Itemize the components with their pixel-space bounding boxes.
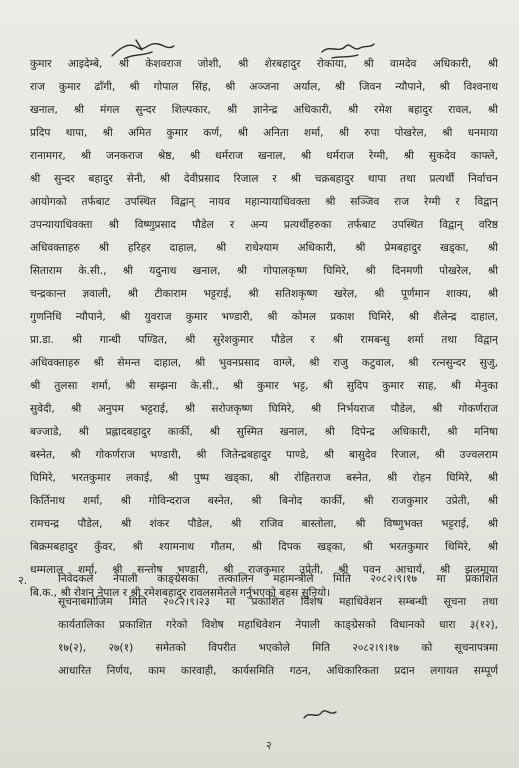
text-line: खनाल, श्री मंगल सुन्दर शिल्पकार, श्री ज्ञानेन्द्र अधिकारी, श्री रमेश बहादुर रावल, श्री xyxy=(30,104,498,116)
text-line: बि.क., श्री रोशन नेपाल र श्री रमेशबहादुर रावलसमेतले गर्नुभएको बहस सुनियो। xyxy=(30,587,331,599)
text-line: प्रा.डा. श्री गान्धी पण्डित, श्री सुरेशकुमार पौडेल र श्री रामबन्धु शर्मा तथा विद्वान् xyxy=(30,334,498,346)
text-line: किर्तिनाथ शर्मा, श्री गोविन्दराज बस्नेत, श्री बिनोद कार्की, श्री राजकुमार उप्रेती, श्री xyxy=(30,495,498,507)
text-line: बस्नेत, श्री गोकर्णराज भण्डारी, श्री जितेन्द्रबहादुर पाण्डे, श्री बासुदेव रिजाल, श्री उज्वलराम xyxy=(30,449,498,461)
text-line: राज कुमार ढाँगी, श्री गोपाल सिंह, श्री अञ्जना अर्याल, श्री जिवन न्यौपाने, श्री विश्वनाथ xyxy=(30,81,498,93)
text-line: श्री सुन्दर बहादुर सेनी, श्री देवीप्रसाद रिजाल र श्री चक्रबहादुर थापा तथा प्रत्यर्थी निर्वाचन xyxy=(30,173,498,185)
text-line: कुमार आइदेम्बे, श्री केशवराज जोशी, श्री शेरबहादुर रोकाया, श्री वामदेव अधिकारी, श्री xyxy=(30,58,498,70)
text-line: १७(२), २७(१) समेतको विपरीत भएकोले मिति २०८२।९।१७ को सूचनापत्रमा xyxy=(58,642,498,654)
text-line: गुणनिधि न्यौपाने, श्री युवराज कुमार भण्डारी, श्री कोमल प्रकाश घिमिरे, श्री शैलेन्द्र दाहाल, xyxy=(30,311,498,323)
text-line: अधिवक्ताहरु श्री हरिहर दाहाल, श्री राधेश्याम अधिकारी, श्री प्रेमबहादुर खड्का, श्री xyxy=(30,242,498,254)
text-line: बिक्रमबहादुर कुँवर, श्री श्यामनाथ गौतम, श्री दिपक खड्का, श्री भरतकुमार थिमिरे, श्री xyxy=(30,541,498,553)
text-line: सूचनाबमोजिम मिति २०८२।९।२३ मा प्रकाशित विशेष महाधिवेशन सम्बन्धी सूचना तथा xyxy=(58,596,498,608)
text-line: सुवेदी, श्री अनुपम भट्टराई, श्री सरोजकृष्ण घिमिरे, श्री निर्भयराज पौडेल, श्री गोकर्णराज xyxy=(30,403,498,415)
text-line: श्री तुलसा शर्मा, श्री सम्झना के.सी., श्री कुमार भट्ट, श्री सुदिप कुमार साह, श्री मेनुका xyxy=(30,380,498,392)
text-line: अधिवक्ताहरु श्री सेमन्त दाहाल, श्री भुवनप्रसाद वाग्ले, श्री राजु कटुवाल, श्री रत्नसुन्दर सुजु, xyxy=(30,357,498,369)
page-number: २ xyxy=(266,739,272,752)
text-line: प्रदिप थापा, श्री अमित कुमार कर्ण, श्री अनिता शर्मा, श्री रुपा पोखरेल, श्री धनमाया xyxy=(30,127,498,139)
text-line: बज्जाडे, श्री प्रह्लादबहादुर कार्की, श्री सुस्मित खनाल, श्री दिपेन्द्र अधिकारी, श्री मनिषा xyxy=(30,426,498,438)
signature-mark-bottom xyxy=(300,704,340,726)
text-line: निवेदकले नेपाली काङ्ग्रेसका तत्कालिन महामन्त्रीले मिति २०८२।९।१७ मा प्रकाशित xyxy=(58,573,498,585)
text-line: आधारित निर्णय, काम कारवाही, कार्यसमिति गठन, अधिकारिकता प्रदान लगायत सम्पूर्ण xyxy=(58,665,498,677)
paragraph-number: २. xyxy=(18,574,28,587)
paragraph-2 xyxy=(58,568,498,683)
text-line: घिमिरे, भरतकुमार लकाई, श्री पुष्प खड्का, श्री रोहितराज बस्नेत, श्री रोहन घिमिरे, श्री xyxy=(30,472,498,484)
text-line: उपन्यायाधिवक्ता श्री विष्णुप्रसाद पौडेल र अन्य प्रत्यर्थीहरुका तर्फबाट उपस्थित विद्वान् वरिष्ठ xyxy=(30,219,498,231)
text-line: चन्द्रकान्त ज्ञवाली, श्री टीकाराम भट्टराई, श्री सतिशकृष्ण खरेल, श्री पूर्णमान शाक्य, श्री xyxy=(30,288,498,300)
text-line: आयोगको तर्फबाट उपस्थित विद्वान् नायव महान्यायाधिवक्ता श्री सञ्जिव राज रेग्मी र विद्वान् xyxy=(30,196,498,208)
text-line: सिताराम के.सी., श्री यदुनाथ खनाल, श्री गोपालकृष्ण घिमिरे, श्री दिनमणी पोखरेल, श्री xyxy=(30,265,498,277)
text-line: धम्मलाल शर्मा, श्री सन्तोष भण्डारी, श्री राजकुमार उप्रेती, श्री पवन आचार्य, श्री झलमाया xyxy=(30,564,498,576)
text-line: कार्यतालिका प्रकाशित गरेको विशेष महाधिवेशन नेपाली काङ्ग्रेसको विधानको धारा ३(१२), xyxy=(58,619,498,631)
text-line: रानामगर, श्री जनकराज श्रेष्ठ, श्री धर्मराज खनाल, श्री धर्मराज रेग्मी, श्री सुकदेव काफ्ले, xyxy=(30,150,498,162)
text-line: रामचन्द्र पौडेल, श्री शंकर पौडेल, श्री राजिव बास्तोला, श्री विष्णुभक्त भट्टराई, श्री xyxy=(30,518,498,530)
paragraph-1 xyxy=(30,53,498,605)
